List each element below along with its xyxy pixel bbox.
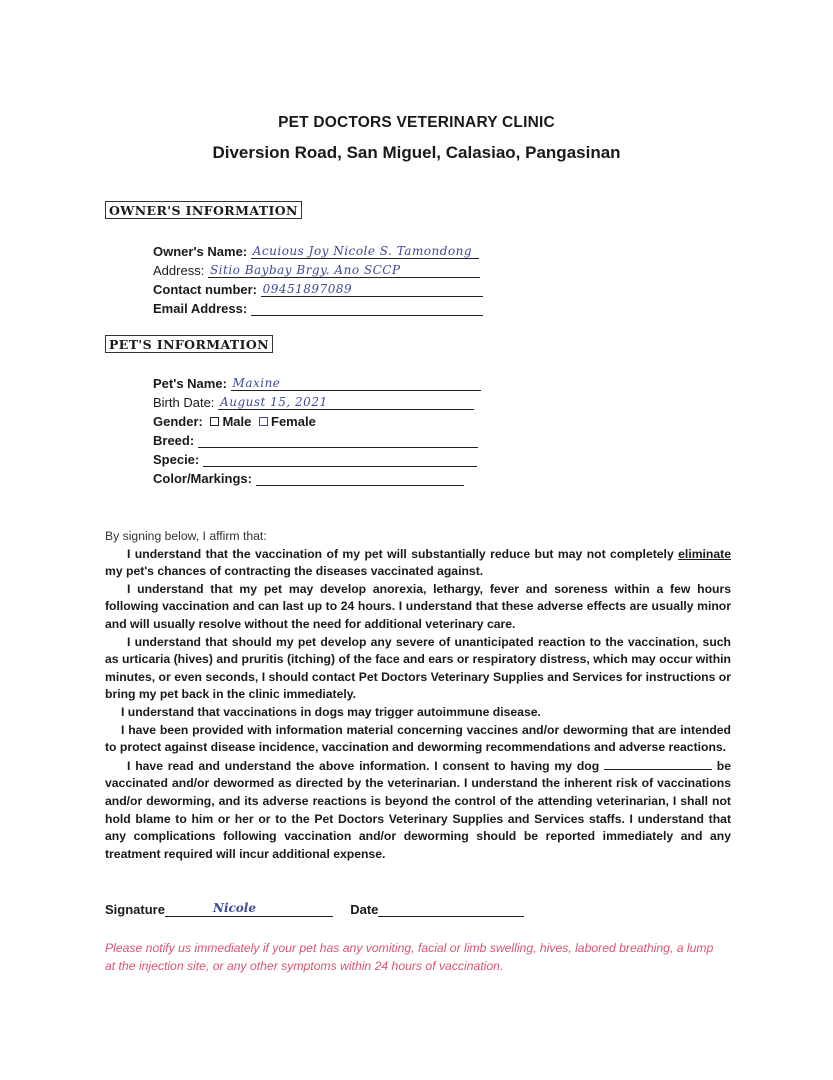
male-label: Male bbox=[222, 414, 252, 429]
signature-line[interactable] bbox=[165, 902, 333, 917]
contact-value: 09451897089 bbox=[262, 282, 353, 296]
affirmation-block bbox=[105, 528, 731, 863]
gender-label: Gender: bbox=[153, 414, 203, 429]
email-label: Email Address: bbox=[153, 301, 248, 316]
p6-text-a: I have read and understand the above information. I consent to having my dog bbox=[127, 758, 604, 773]
color-markings-label: Color/Markings: bbox=[153, 471, 252, 486]
specie-label: Specie: bbox=[153, 452, 200, 467]
specie-field[interactable] bbox=[153, 452, 481, 471]
affirmation-paragraph-5: I have been provided with information material concerning vaccines and/or deworming that are intended to protect against disease incidence, vaccination and deworming recommendations and adverse reactions. bbox=[105, 722, 731, 755]
owner-section-title: OWNER'S INFORMATION bbox=[105, 201, 302, 219]
pet-section-title: PET'S INFORMATION bbox=[105, 335, 273, 353]
contact-label: Contact number: bbox=[153, 282, 257, 297]
female-checkbox[interactable] bbox=[259, 417, 268, 426]
address-label: Address: bbox=[153, 263, 205, 278]
dog-name-line[interactable] bbox=[604, 757, 712, 770]
color-markings-line[interactable] bbox=[256, 471, 464, 486]
birth-date-line[interactable] bbox=[218, 395, 474, 410]
address-field[interactable] bbox=[153, 263, 483, 282]
contact-field[interactable] bbox=[153, 282, 483, 301]
male-checkbox[interactable] bbox=[210, 417, 219, 426]
owner-name-field[interactable] bbox=[153, 244, 483, 263]
address-line[interactable] bbox=[208, 263, 480, 278]
owner-name-label: Owner's Name: bbox=[153, 244, 248, 259]
p6-text-b: be vaccinated and/or dewormed as directed by the veterinarian. I understand the inherent risk of vaccinations and/or deworming, and its adverse reactions is beyond the control of the attending veterinarian, I shall not hold blame to him or her or to the Pet Doctors Veterinary Supplies and Services staffs. I understand that any complications following vaccination and/or deworming should be reported immediately and any treatment required will incur additional expense. bbox=[105, 758, 731, 861]
affirmation-paragraph-2: I understand that my pet may develop anorexia, lethargy, fever and soreness within a few hours following vaccination and can last up to 24 hours. I understand that these adverse effects are usually minor and will usually resolve without the need for additional veterinary care. bbox=[105, 581, 731, 631]
pet-fields bbox=[153, 376, 481, 490]
pet-name-label: Pet's Name: bbox=[153, 376, 227, 391]
pet-name-value: Maxine bbox=[232, 376, 281, 390]
breed-field[interactable] bbox=[153, 433, 481, 452]
affirmation-paragraph-6 bbox=[105, 757, 731, 864]
affirmation-paragraph-3: I understand that should my pet develop any severe of unanticipated reaction to the vaccination, such as urticaria (hives) and pruritis (itching) of the face and ears or respiratory distress, which may occur within minutes, or even seconds, I should contact Pet Doctors Veterinary Supplies and Services for instructions or bring my pet back in the clinic immediately. bbox=[105, 634, 731, 702]
gender-field bbox=[153, 414, 481, 433]
signature-value: Nicole bbox=[212, 901, 256, 915]
pet-name-line[interactable] bbox=[231, 376, 481, 391]
address-value: Sitio Baybay Brgy. Ano SCCP bbox=[209, 263, 401, 277]
clinic-address: Diversion Road, San Miguel, Calasiao, Pangasinan bbox=[212, 143, 621, 162]
affirmation-paragraph-4: I understand that vaccinations in dogs may trigger autoimmune disease. bbox=[121, 704, 541, 719]
affirmation-intro: By signing below, I affirm that: bbox=[105, 529, 267, 543]
breed-label: Breed: bbox=[153, 433, 195, 448]
birth-date-label: Birth Date: bbox=[153, 395, 215, 410]
p1-underlined: eliminate bbox=[678, 546, 731, 561]
owner-fields bbox=[153, 244, 483, 320]
signature-row bbox=[105, 902, 524, 917]
affirmation-paragraph-1 bbox=[105, 546, 731, 581]
symptom-notice: Please notify us immediately if your pet has any vomiting, facial or limb swelling, hives, labored breathing, a lump at the injection site, or any other symptoms within 24 hours of vaccination. bbox=[105, 941, 714, 973]
date-label: Date bbox=[350, 902, 379, 917]
date-line[interactable] bbox=[378, 902, 524, 917]
owner-name-line[interactable] bbox=[251, 244, 479, 259]
owner-name-value: Acuious Joy Nicole S. Tamondong bbox=[252, 244, 473, 258]
birth-date-value: August 15, 2021 bbox=[220, 395, 328, 409]
specie-line[interactable] bbox=[203, 452, 477, 467]
breed-line[interactable] bbox=[198, 433, 478, 448]
pet-name-field[interactable] bbox=[153, 376, 481, 395]
p1-text-a: I understand that the vaccination of my pet will substantially reduce but may not completely bbox=[127, 546, 674, 561]
contact-line[interactable] bbox=[261, 282, 483, 297]
female-label: Female bbox=[271, 414, 316, 429]
clinic-name: PET DOCTORS VETERINARY CLINIC bbox=[278, 114, 555, 131]
color-markings-field[interactable] bbox=[153, 471, 481, 490]
email-field[interactable] bbox=[153, 301, 483, 320]
signature-label: Signature bbox=[105, 902, 165, 917]
birth-date-field[interactable] bbox=[153, 395, 481, 414]
email-line[interactable] bbox=[251, 301, 483, 316]
p1-text-b: my pet's chances of contracting the diseases vaccinated against. bbox=[105, 564, 484, 579]
